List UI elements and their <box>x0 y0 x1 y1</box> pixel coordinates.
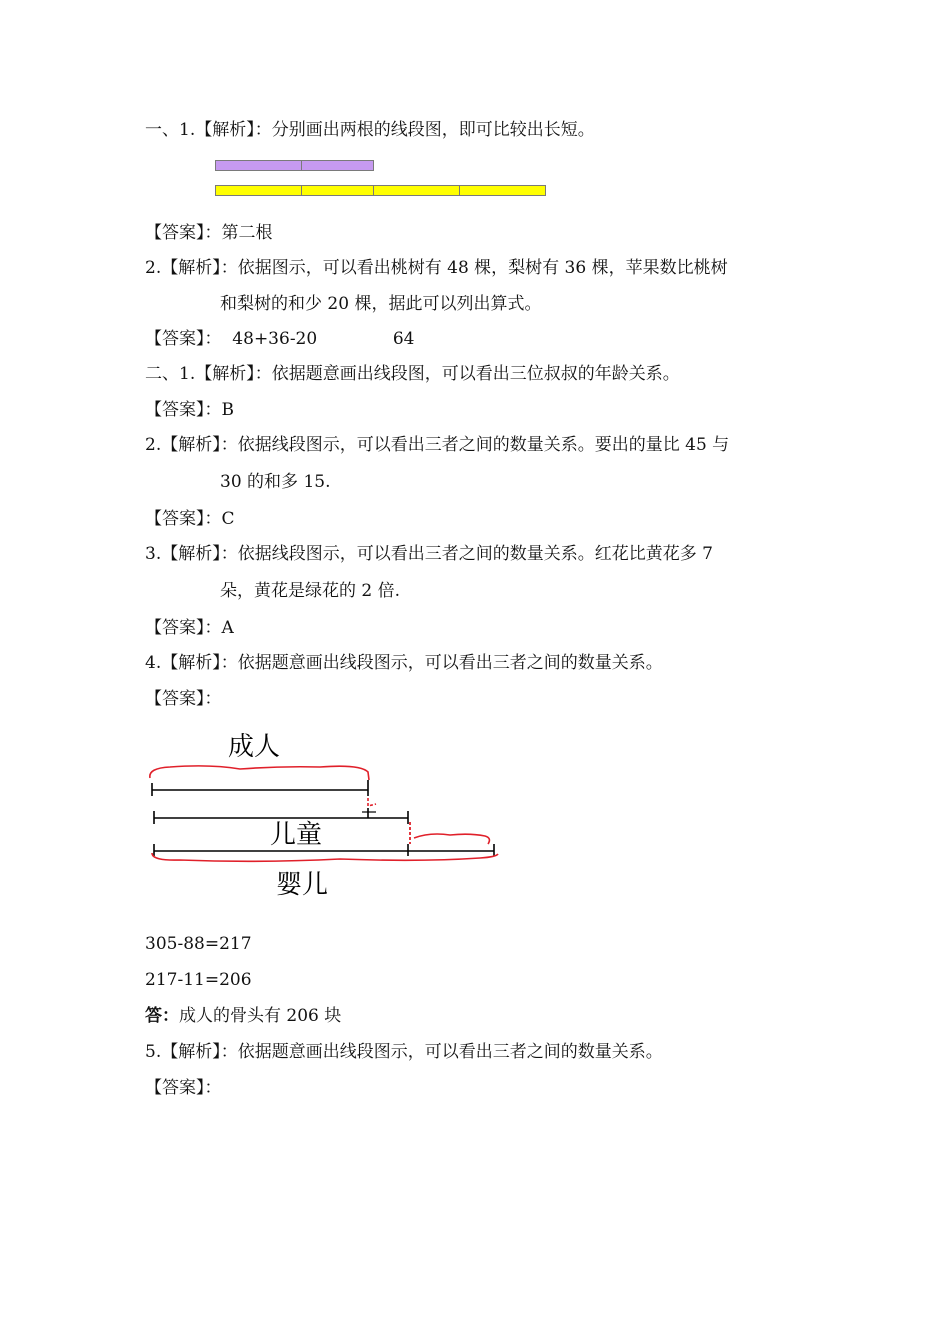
yellow-bar-segment <box>215 185 302 196</box>
s2-q1-analysis: 二、1.【解析】：依据题意画出线段图，可以看出三位叔叔的年龄关系。 <box>145 364 680 384</box>
purple-bar-segment <box>302 160 374 171</box>
yellow-bar <box>215 185 546 196</box>
line-segment-diagram <box>140 720 520 910</box>
yellow-bar-segment <box>460 185 546 196</box>
s2-q3-analysis-line1: 3.【解析】：依据线段图示，可以看出三者之间的数量关系。红花比黄花多 7 <box>145 544 713 564</box>
adult-brace <box>150 766 369 780</box>
s2-q4-calc1: 305-88=217 <box>145 934 252 954</box>
s1-q1-analysis: 一、1.【解析】：分别画出两根的线段图，即可比较出长短。 <box>145 120 595 140</box>
label-adult: 成人 <box>228 732 281 762</box>
s2-q4-final <box>145 1004 341 1028</box>
s1-q2-analysis-line1: 2.【解析】：依据图示，可以看出桃树有 48 棵，梨树有 36 棵，苹果数比桃树 <box>145 258 728 278</box>
s2-q3-analysis-line2: 朵，黄花是绿花的 2 倍. <box>220 581 401 601</box>
s1-q1-answer: 【答案】：第二根 <box>145 223 273 243</box>
s2-q4-analysis: 4.【解析】：依据题意画出线段图示，可以看出三者之间的数量关系。 <box>145 653 663 673</box>
baby-brace <box>152 853 498 861</box>
s2-q1-answer: 【答案】：B <box>145 400 234 420</box>
s2-q4-answer: 【答案】： <box>145 689 222 709</box>
purple-bar-segment <box>215 160 302 171</box>
s2-q4-calc2: 217-11=206 <box>145 970 252 990</box>
label-baby: 婴儿 <box>276 870 329 900</box>
adult-diff-mark <box>368 798 376 806</box>
final-text: 成人的骨头有 206 块 <box>179 1006 342 1026</box>
s1-q2-analysis-line2: 和梨树的和少 20 棵，据此可以列出算式。 <box>220 294 542 314</box>
yellow-bar-segment <box>374 185 460 196</box>
s2-q2-analysis-line2: 30 的和多 15. <box>220 472 331 492</box>
s2-q5-answer: 【答案】： <box>145 1078 222 1098</box>
s1-q2-answer: 【答案】： 48+36-20 64 <box>145 329 415 349</box>
s2-q2-answer: 【答案】：C <box>145 509 235 529</box>
purple-bar <box>215 160 374 171</box>
s2-q2-analysis-line1: 2.【解析】：依据线段图示，可以看出三者之间的数量关系。要出的量比 45 与 <box>145 435 730 455</box>
final-prefix: 答： <box>145 1006 179 1026</box>
yellow-bar-segment <box>302 185 374 196</box>
diff-brace <box>414 834 489 844</box>
diagram-svg <box>140 720 520 910</box>
label-child: 儿童 <box>270 820 323 850</box>
s2-q5-analysis: 5.【解析】：依据题意画出线段图示，可以看出三者之间的数量关系。 <box>145 1042 663 1062</box>
s2-q3-answer: 【答案】：A <box>145 618 234 638</box>
